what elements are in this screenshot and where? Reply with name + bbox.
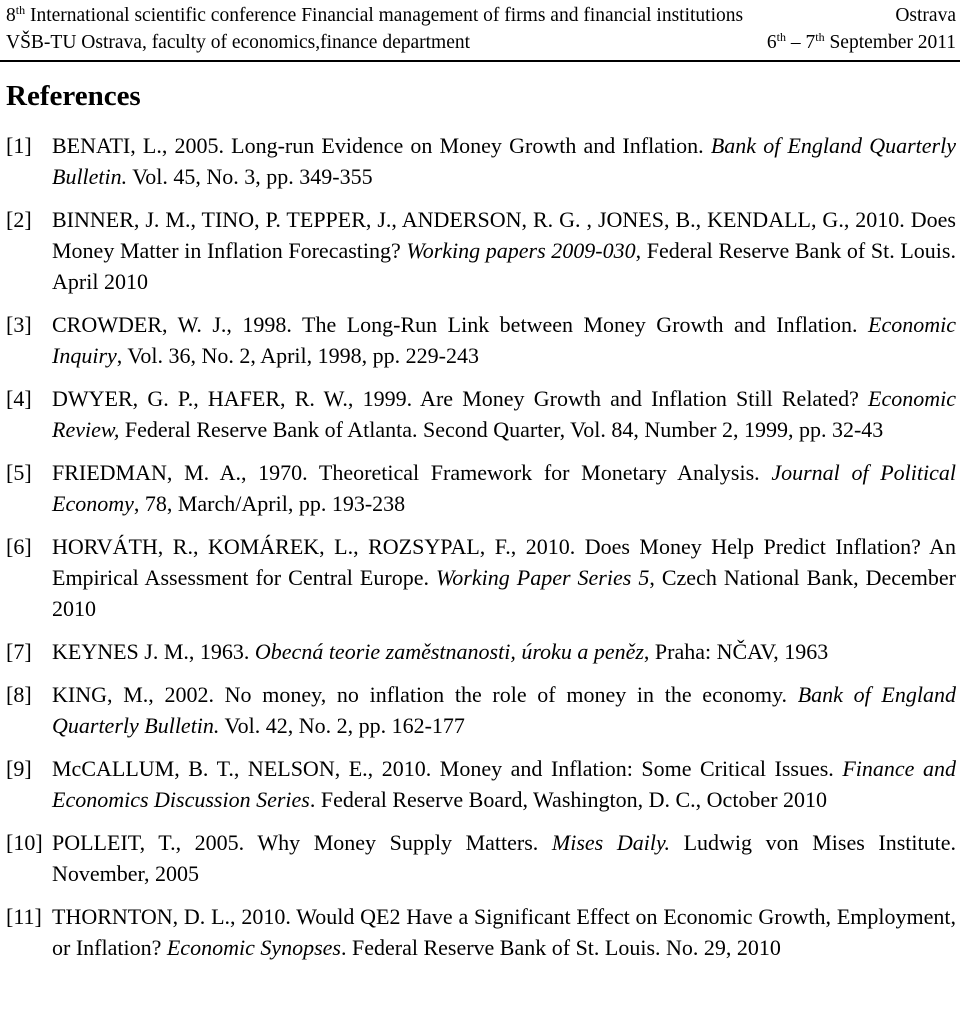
reference-item <box>6 901 956 963</box>
reference-text-segment: KEYNES J. M., 1963. <box>52 639 255 664</box>
header-row-2 <box>6 29 956 56</box>
reference-source-title: Economic Inquiry <box>52 312 956 368</box>
reference-item <box>6 636 956 667</box>
reference-text-segment: HORVÁTH, R., KOMÁREK, L., ROZSYPAL, F., 2010. Does Money Help Predict Inflation? An Empirical Assessment for Central Europe. <box>52 534 956 590</box>
reference-text-segment: , Federal Reserve Bank of St. Louis. April 2010 <box>52 238 956 294</box>
reference-source-title: Working papers 2009-030 <box>406 238 636 263</box>
section-title: References <box>6 80 141 112</box>
reference-text <box>52 827 956 889</box>
reference-number: [1] <box>6 133 32 158</box>
reference-source-title: Obecná teorie zaměstnanosti, úroku a peněz <box>254 639 644 664</box>
page-header <box>6 2 956 56</box>
reference-text <box>52 309 956 371</box>
reference-text <box>52 531 956 624</box>
reference-text <box>52 204 956 297</box>
reference-number: [8] <box>6 682 32 707</box>
reference-text-segment: Vol. 45, No. 3, pp. 349-355 <box>127 164 373 189</box>
reference-source-title: Mises Daily. <box>551 830 670 855</box>
reference-item <box>6 531 956 624</box>
reference-text-segment: KING, M., 2002. No money, no inflation the role of money in the economy. <box>52 682 798 707</box>
reference-text-segment: , 78, March/April, pp. 193-238 <box>133 491 406 516</box>
reference-number: [10] <box>6 830 43 855</box>
reference-number: [6] <box>6 534 32 559</box>
reference-item <box>6 457 956 519</box>
reference-text-segment: , Vol. 36, No. 2, April, 1998, pp. 229-243 <box>116 343 479 368</box>
reference-number: [11] <box>6 904 42 929</box>
reference-source-title: Journal of Political Economy <box>52 460 956 516</box>
reference-text <box>52 901 956 963</box>
reference-text-segment: CROWDER, W. J., 1998. The Long-Run Link between Money Growth and Inflation. <box>52 312 869 337</box>
reference-text-segment: , Czech National Bank, December 2010 <box>52 565 956 621</box>
reference-text <box>52 457 956 519</box>
conference-organizer: VŠB-TU Ostrava, faculty of economics,finance department <box>6 32 471 53</box>
reference-item <box>6 383 956 445</box>
reference-text-segment: Ludwig von Mises Institute. November, 2005 <box>52 830 956 886</box>
reference-text-segment: McCALLUM, B. T., NELSON, E., 2010. Money and Inflation: Some Critical Issues. <box>52 756 843 781</box>
reference-number: [9] <box>6 756 32 781</box>
reference-text-segment: BINNER, J. M., TINO, P. TEPPER, J., ANDERSON, R. G. , JONES, B., KENDALL, G., 2010. Does Money Matter in Inflation Forecasting? <box>52 207 956 263</box>
reference-text-segment: THORNTON, D. L., 2010. Would QE2 Have a Significant Effect on Economic Growth, Employment, or Inflation? <box>52 904 956 960</box>
header-row-1 <box>6 2 956 29</box>
reference-number: [4] <box>6 386 32 411</box>
reference-number: [3] <box>6 312 32 337</box>
header-divider <box>0 60 960 62</box>
reference-source-title: Working Paper Series 5 <box>435 565 650 590</box>
conference-dates: 6th – 7th September 2011 <box>766 30 956 53</box>
reference-text <box>52 130 956 192</box>
reference-item <box>6 753 956 815</box>
reference-number: [7] <box>6 639 32 664</box>
conference-title: 8th International scientific conference Financial management of firms and financial institutions <box>6 3 744 26</box>
reference-text-segment: . Federal Reserve Bank of St. Louis. No. 29, 2010 <box>340 935 781 960</box>
reference-item <box>6 309 956 371</box>
reference-source-title: Economic Synopses <box>166 935 341 960</box>
reference-source-title: Economic Review, <box>52 386 956 442</box>
reference-text-segment: FRIEDMAN, M. A., 1970. Theoretical Framework for Monetary Analysis. <box>52 460 772 485</box>
reference-text-segment: . Federal Reserve Board, Washington, D. C., October 2010 <box>309 787 828 812</box>
reference-text-segment: Federal Reserve Bank of Atlanta. Second Quarter, Vol. 84, Number 2, 1999, pp. 32-43 <box>119 417 884 442</box>
reference-number: [5] <box>6 460 32 485</box>
reference-list <box>6 130 956 975</box>
conference-city: Ostrava <box>895 5 956 26</box>
reference-item <box>6 827 956 889</box>
reference-text <box>52 753 956 815</box>
reference-source-title: Bank of England Quarterly Bulletin. <box>52 133 956 189</box>
reference-source-title: Finance and Economics Discussion Series <box>52 756 956 812</box>
reference-text <box>52 383 956 445</box>
reference-text-segment: , Praha: NČAV, 1963 <box>643 639 829 664</box>
reference-text-segment: Vol. 42, No. 2, pp. 162-177 <box>219 713 465 738</box>
reference-item <box>6 130 956 192</box>
reference-number: [2] <box>6 207 32 232</box>
reference-source-title: Bank of England Quarterly Bulletin. <box>52 682 956 738</box>
reference-text-segment: POLLEIT, T., 2005. Why Money Supply Matters. <box>52 830 552 855</box>
reference-text <box>52 636 956 667</box>
reference-text <box>52 679 956 741</box>
reference-item <box>6 204 956 297</box>
reference-text-segment: BENATI, L., 2005. Long-run Evidence on Money Growth and Inflation. <box>52 133 711 158</box>
reference-item <box>6 679 956 741</box>
reference-text-segment: DWYER, G. P., HAFER, R. W., 1999. Are Money Growth and Inflation Still Related? <box>52 386 869 411</box>
